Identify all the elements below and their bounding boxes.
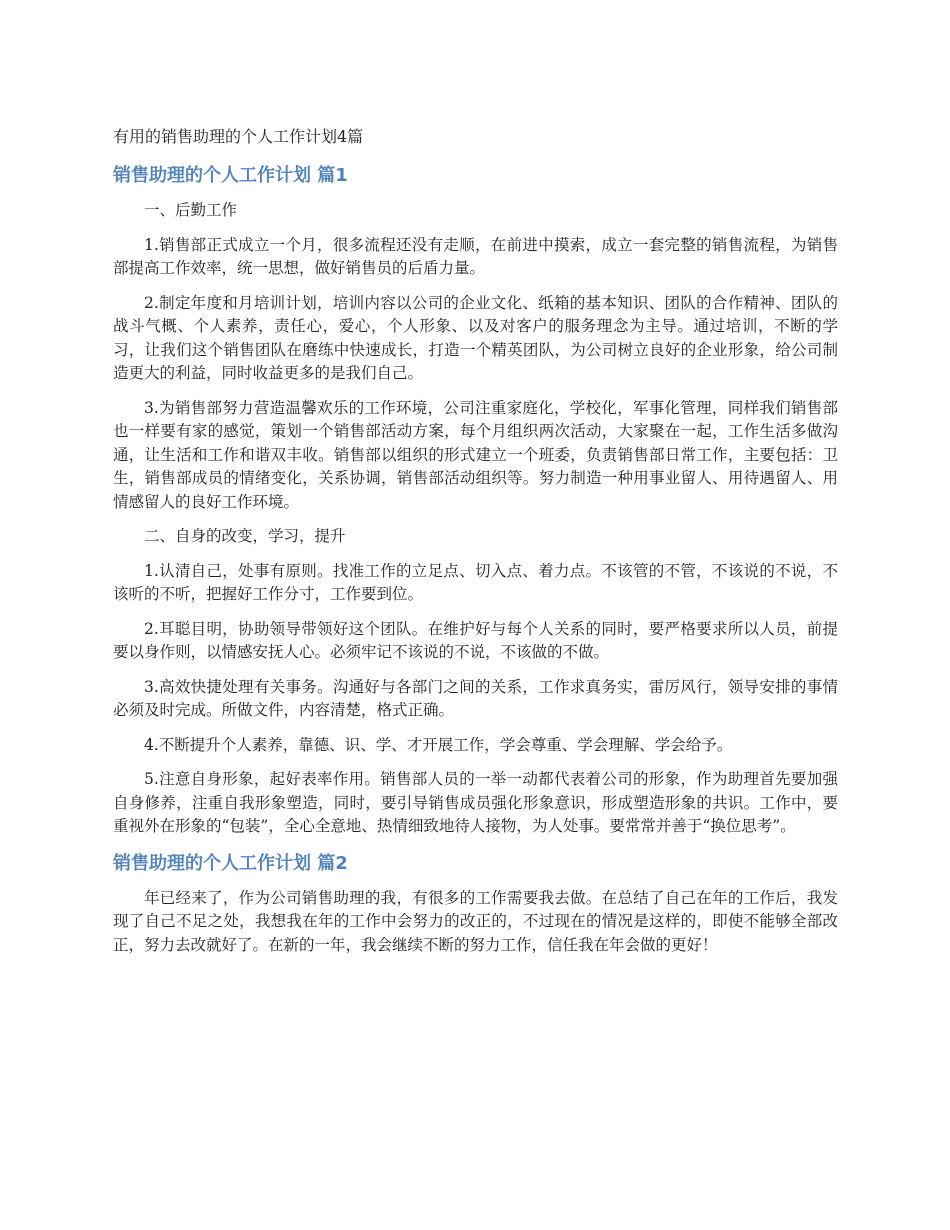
document-title: 有用的销售助理的个人工作计划4篇	[113, 127, 364, 146]
paragraph: 2.耳聪目明，协助领导带领好这个团队。在维护好与每个人关系的同时，要严格要求所以人员，前提要以身作则，以情感安抚人心。必须牢记不该说的不说，不该做的不做。	[113, 619, 838, 661]
subheading-logistics: 一、后勤工作	[144, 201, 238, 219]
paragraph: 2.制定年度和月培训计划，培训内容以公司的企业文化、纸箱的基本知识、团队的合作精神、团队的战斗气概、个人素养，责任心，爱心，个人形象、以及对客户的服务理念为主导。通过培训，不断的学习，让我们这个销售团队在磨练中快速成长，打造一个精英团队，为公司树立良好的企业形象，给公司制造更大的利益，同时收益更多的是我们自己。	[113, 293, 838, 382]
section-heading: 销售助理的个人工作计划 篇1	[113, 165, 348, 186]
section-2	[113, 851, 838, 958]
paragraph: 1.认清自己，处事有原则。找准工作的立足点、切入点、着力点。不该管的不管，不该说的不说，不该听的不听，把握好工作分寸，工作要到位。	[113, 561, 838, 603]
paragraph: 3.高效快捷处理有关事务。沟通好与各部门之间的关系，工作求真务实，雷厉风行，领导安排的事情必须及时完成。所做文件，内容清楚，格式正确。	[113, 677, 838, 719]
paragraph: 4.不断提升个人素养，靠德、识、学、才开展工作，学会尊重、学会理解、学会给予。	[144, 735, 733, 754]
paragraph: 3.为销售部努力营造温馨欢乐的工作环境，公司注重家庭化，学校化，军事化管理，同样我们销售部也一样要有家的感觉，策划一个销售部活动方案，每个月组织两次活动，大家聚在一起，工作生活多做沟通，让生活和工作和谐双丰收。销售部以组织的形式建立一个班委，负责销售部日常工作，主要包括：卫生，销售部成员的情绪变化，关系协调，销售部活动组织等。努力制造一种用事业留人、用待遇留人、用情感留人的良好工作环境。	[113, 398, 838, 511]
paragraph: 1.销售部正式成立一个月，很多流程还没有走顺，在前进中摸索，成立一套完整的销售流程，为销售部提高工作效率，统一思想，做好销售员的后盾力量。	[113, 235, 838, 277]
paragraph: 年已经来了，作为公司销售助理的我，有很多的工作需要我去做。在总结了自己在年的工作后，我发现了自己不足之处，我想我在年的工作中会努力的改正的，不过现在的情况是这样的，即使不能够全部改正，努力去改就好了。在新的一年，我会继续不断的努力工作，信任我在年会做的更好！	[113, 888, 838, 954]
document-page	[113, 125, 838, 968]
section-heading: 销售助理的个人工作计划 篇2	[113, 852, 348, 874]
subheading-self-improvement: 二、自身的改变，学习，提升	[144, 527, 346, 545]
paragraph: 5.注意自身形象，起好表率作用。销售部人员的一举一动都代表着公司的形象，作为助理首先要加强自身修养，注重自我形象塑造，同时，要引导销售成员强化形象意识，形成塑造形象的共识。工作中，要重视外在形象的“包装”，全心全意地、热情细致地待人接物，为人处事。要常常并善于“换位思考”。	[113, 770, 838, 835]
section-1	[113, 163, 838, 839]
